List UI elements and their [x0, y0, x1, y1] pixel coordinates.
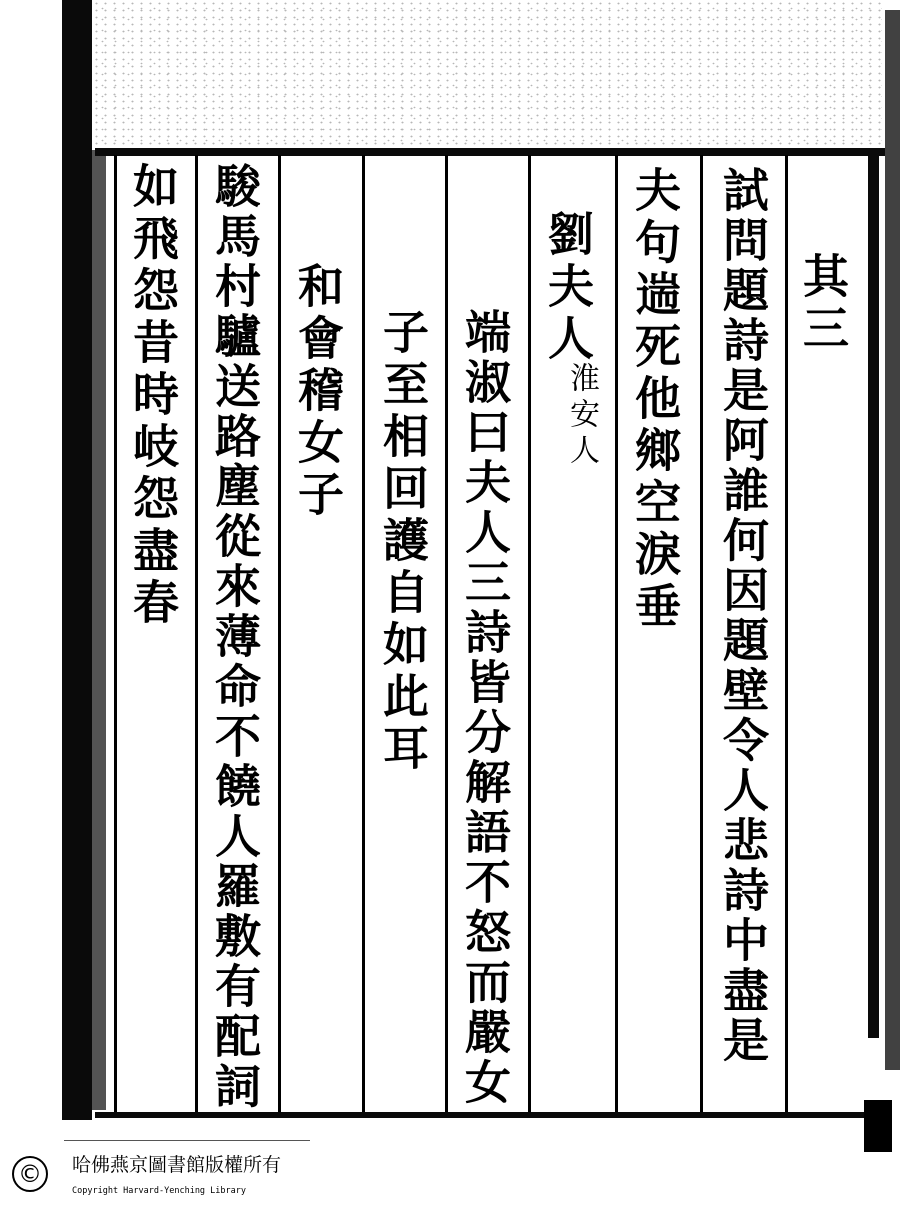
right-edge-shadow: [885, 10, 900, 1070]
column-divider: [114, 155, 117, 1112]
text-column-1: 試問題詩是阿誰何因題壁令人悲詩中盡是: [716, 166, 770, 1066]
text-column-6: 子至相回護自如此耳: [376, 308, 430, 776]
heading-qisan: 其三: [796, 252, 850, 356]
column-divider: [528, 155, 531, 1112]
text-column-9: 如飛怨昔時岐怨盡春: [126, 162, 180, 630]
text-column-5: 端淑曰夫人三詩皆分解語不怒而嚴女: [458, 308, 512, 1108]
copyright-icon: ©: [12, 1156, 48, 1192]
copyright-chinese: 哈佛燕京圖書館版權所有: [72, 1154, 282, 1176]
corner-ink-block: [864, 1100, 892, 1152]
column-divider: [700, 155, 703, 1112]
copyright-english: Copyright Harvard-Yenching Library: [72, 1186, 246, 1196]
top-border-rule: [95, 148, 885, 156]
text-column-8: 駿馬村驢送路塵從來薄命不饒人羅敷有配詞: [208, 162, 262, 1112]
text-column-3: 夫句遄死他鄉空淚垂: [628, 166, 682, 634]
column-divider: [362, 155, 365, 1112]
poem-title: 和會稽女子: [291, 262, 345, 522]
copyright-divider: [64, 1140, 310, 1141]
left-inner-shadow: [92, 150, 106, 1110]
column-divider: [445, 155, 448, 1112]
right-border-rule: [868, 148, 879, 1038]
left-binding-shadow: [62, 0, 92, 1120]
bottom-border-rule: [95, 1112, 885, 1118]
author-origin-note: 淮安人: [564, 362, 599, 470]
column-divider: [615, 155, 618, 1112]
column-divider: [785, 155, 788, 1112]
column-divider: [278, 155, 281, 1112]
top-margin-speckle: [92, 0, 882, 150]
author-name-liu: 劉夫人: [541, 210, 595, 366]
column-divider: [195, 155, 198, 1112]
